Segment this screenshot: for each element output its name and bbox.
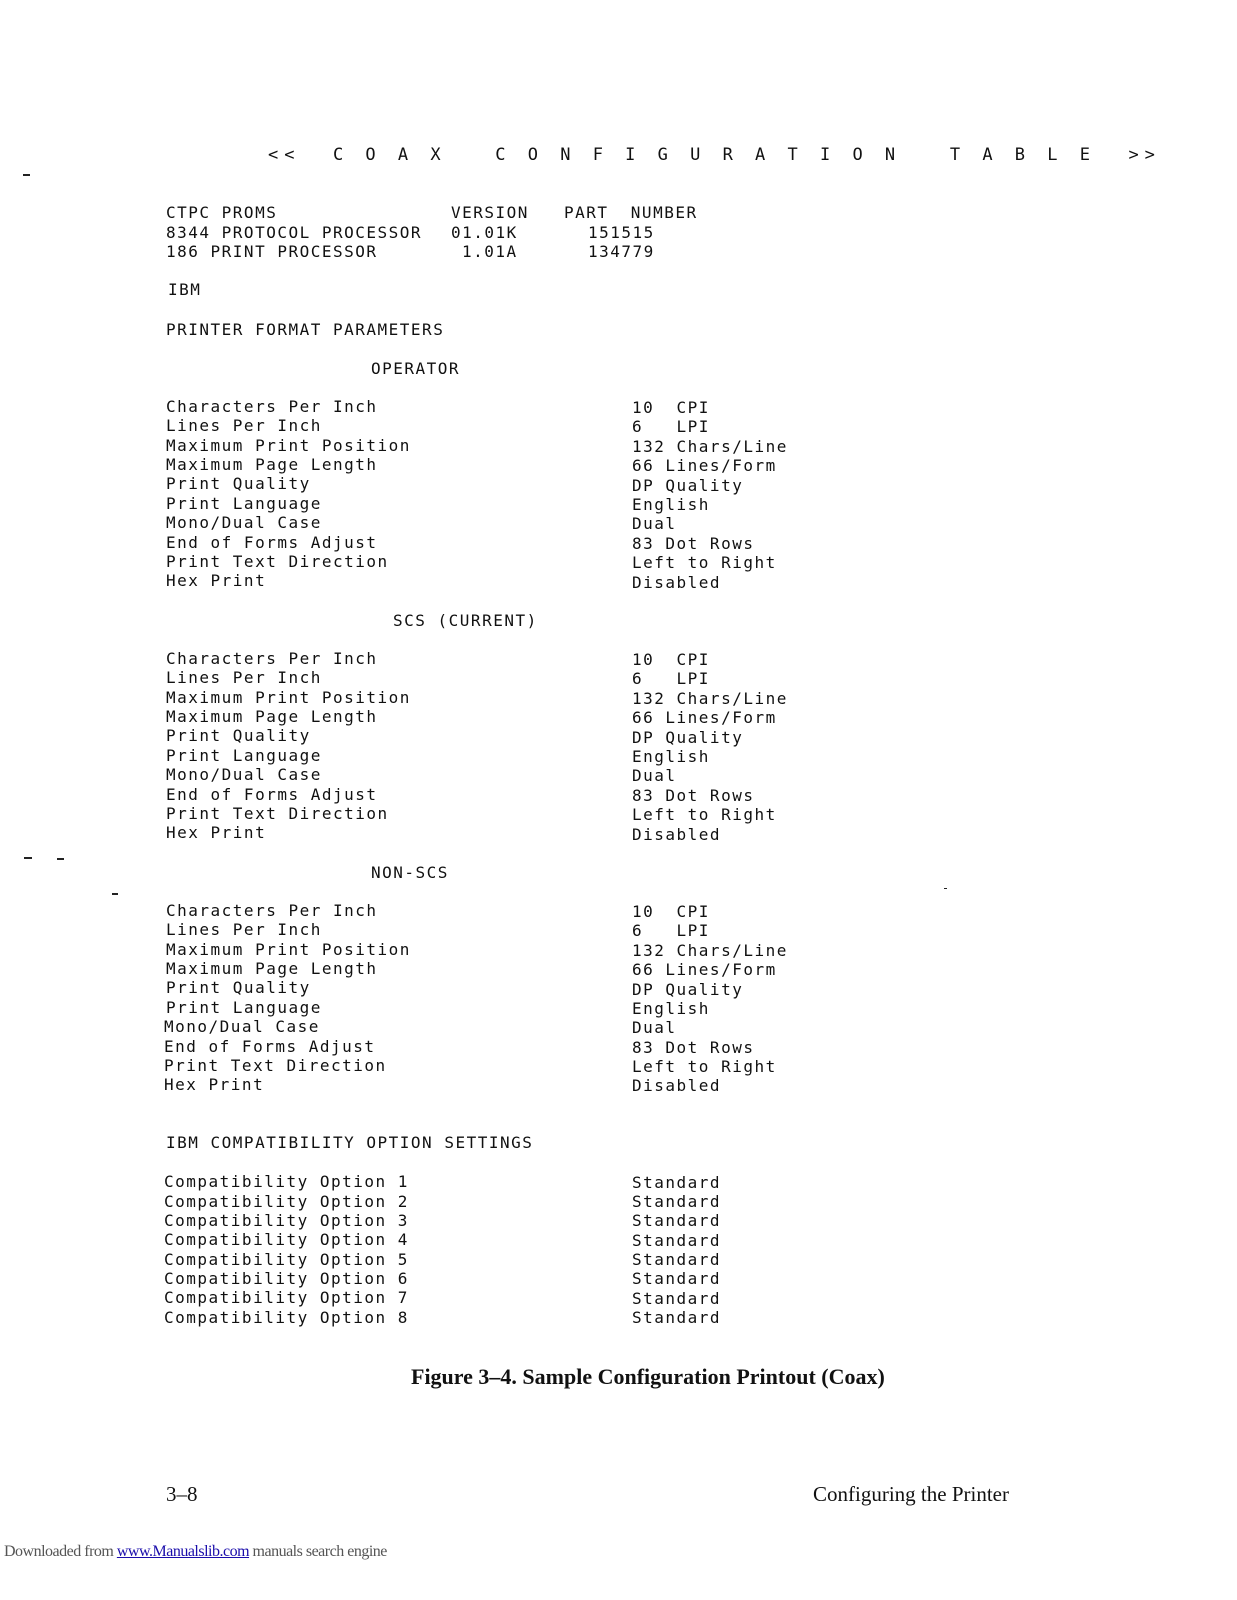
param-value: 66 Lines/Form: [632, 960, 777, 979]
compat-option-value: Standard: [632, 1192, 722, 1211]
printer-format-heading: PRINTER FORMAT PARAMETERS: [166, 320, 445, 339]
param-value: English: [632, 495, 710, 514]
param-value: 6 LPI: [632, 921, 710, 940]
param-value: DP Quality: [632, 728, 744, 747]
param-name: Maximum Print Position: [166, 940, 411, 959]
param-name: Maximum Page Length: [166, 707, 378, 726]
ctpc-row-part: 151515: [588, 223, 655, 242]
param-name: Hex Print: [164, 1075, 265, 1094]
param-name: Lines Per Inch: [166, 416, 322, 435]
compat-option-value: Standard: [632, 1231, 722, 1250]
page-number: 3–8: [166, 1482, 198, 1506]
param-name: Print Language: [166, 746, 322, 765]
param-value: English: [632, 747, 710, 766]
param-name: Lines Per Inch: [166, 668, 322, 687]
download-banner: [4, 1543, 387, 1561]
param-name: Print Text Direction: [166, 552, 389, 571]
section-label-scs-current: SCS (CURRENT): [393, 611, 538, 630]
page-title: << C O A X C O N F I G U R A T I O N T A B L E >>: [268, 145, 1161, 165]
ctpc-header-part: PART NUMBER: [564, 203, 698, 222]
download-prefix: Downloaded from: [4, 1543, 117, 1560]
param-name: Characters Per Inch: [166, 649, 378, 668]
compat-option-value: Standard: [632, 1211, 722, 1230]
param-name: Maximum Page Length: [166, 455, 378, 474]
compat-option-value: Standard: [632, 1308, 722, 1327]
compat-option-name: Compatibility Option 5: [164, 1250, 409, 1269]
compat-heading: IBM COMPATIBILITY OPTION SETTINGS: [166, 1133, 534, 1152]
param-name: Mono/Dual Case: [164, 1017, 320, 1036]
param-name: Print Quality: [166, 726, 311, 745]
param-value: Left to Right: [632, 805, 777, 824]
param-name: End of Forms Adjust: [164, 1037, 376, 1056]
param-name: Lines Per Inch: [166, 920, 322, 939]
param-name: Maximum Page Length: [166, 959, 378, 978]
param-name: End of Forms Adjust: [166, 533, 378, 552]
compat-option-name: Compatibility Option 6: [164, 1269, 409, 1288]
compat-option-value: Standard: [632, 1269, 722, 1288]
param-value: Disabled: [632, 573, 722, 592]
param-value: Disabled: [632, 825, 722, 844]
ctpc-row-name: 8344 PROTOCOL PROCESSOR: [166, 223, 423, 242]
figure-caption: Figure 3–4. Sample Configuration Printout (Coax): [411, 1364, 885, 1389]
param-name: Print Text Direction: [164, 1056, 387, 1075]
scan-speck: [57, 858, 64, 860]
param-name: Print Quality: [166, 978, 311, 997]
param-name: Print Language: [166, 998, 322, 1017]
compat-option-value: Standard: [632, 1289, 722, 1308]
ctpc-row-name: 186 PRINT PROCESSOR: [166, 242, 378, 261]
param-value: 132 Chars/Line: [632, 941, 788, 960]
param-value: Dual: [632, 766, 677, 785]
param-value: 132 Chars/Line: [632, 689, 788, 708]
param-name: End of Forms Adjust: [166, 785, 378, 804]
param-value: 10 CPI: [632, 902, 710, 921]
param-value: Left to Right: [632, 553, 777, 572]
param-name: Print Language: [166, 494, 322, 513]
param-value: Disabled: [632, 1076, 722, 1095]
chapter-title: Configuring the Printer: [813, 1482, 1009, 1506]
param-value: Left to Right: [632, 1057, 777, 1076]
scan-speck: [23, 174, 30, 176]
manualslib-link[interactable]: www.Manualslib.com: [116, 1543, 250, 1560]
compat-option-name: Compatibility Option 3: [164, 1211, 409, 1230]
section-label-operator: OPERATOR: [371, 359, 461, 378]
ctpc-row-version: 1.01A: [462, 242, 518, 261]
param-value: English: [632, 999, 710, 1018]
param-value: 6 LPI: [632, 669, 710, 688]
section-label-non-scs: NON-SCS: [371, 863, 449, 882]
param-value: DP Quality: [632, 980, 744, 999]
param-value: 132 Chars/Line: [632, 437, 788, 456]
scan-speck: [944, 888, 947, 889]
param-name: Mono/Dual Case: [166, 765, 322, 784]
param-value: 10 CPI: [632, 650, 710, 669]
param-name: Maximum Print Position: [166, 436, 411, 455]
param-name: Maximum Print Position: [166, 688, 411, 707]
param-value: DP Quality: [632, 476, 744, 495]
scan-speck: [112, 893, 118, 895]
ctpc-row-version: 01.01K: [451, 223, 518, 242]
param-name: Hex Print: [166, 823, 267, 842]
param-value: Dual: [632, 514, 677, 533]
param-name: Print Text Direction: [166, 804, 389, 823]
compat-option-name: Compatibility Option 2: [164, 1192, 409, 1211]
ctpc-header-version: VERSION: [451, 203, 529, 222]
param-value: 83 Dot Rows: [632, 786, 755, 805]
ctpc-header-proms: CTPC PROMS: [166, 203, 278, 222]
vendor-label: IBM: [168, 280, 202, 299]
compat-option-name: Compatibility Option 4: [164, 1230, 409, 1249]
param-name: Characters Per Inch: [166, 901, 378, 920]
param-name: Hex Print: [166, 571, 267, 590]
param-value: 83 Dot Rows: [632, 534, 755, 553]
compat-option-name: Compatibility Option 7: [164, 1288, 409, 1307]
param-value: 66 Lines/Form: [632, 708, 777, 727]
param-name: Characters Per Inch: [166, 397, 378, 416]
compat-option-name: Compatibility Option 8: [164, 1308, 409, 1327]
download-suffix: manuals search engine: [249, 1543, 387, 1560]
ctpc-row-part: 134779: [588, 242, 655, 261]
compat-option-name: Compatibility Option 1: [164, 1172, 409, 1191]
compat-option-value: Standard: [632, 1173, 722, 1192]
param-value: 83 Dot Rows: [632, 1038, 755, 1057]
param-value: Dual: [632, 1018, 677, 1037]
param-name: Print Quality: [166, 474, 311, 493]
param-value: 10 CPI: [632, 398, 710, 417]
param-value: 66 Lines/Form: [632, 456, 777, 475]
param-value: 6 LPI: [632, 417, 710, 436]
compat-option-value: Standard: [632, 1250, 722, 1269]
param-name: Mono/Dual Case: [166, 513, 322, 532]
scan-speck: [24, 857, 32, 859]
